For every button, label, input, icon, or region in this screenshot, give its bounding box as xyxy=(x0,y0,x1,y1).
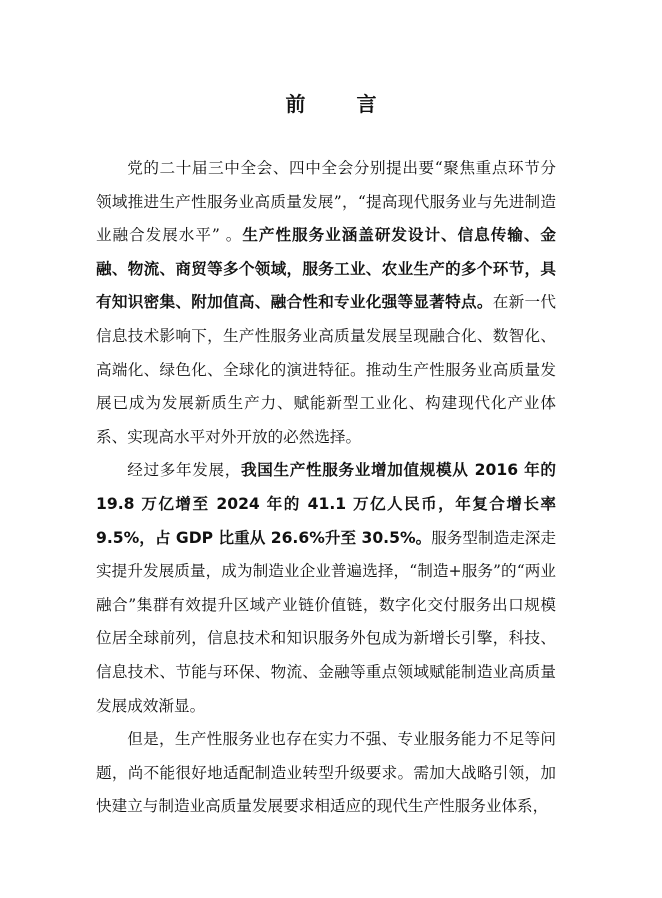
paragraph-2 xyxy=(96,454,556,723)
paragraph-1 xyxy=(96,152,556,454)
paragraph-2-text-2: 服务型制造走深走实提升发展质量，成为制造业企业普遍选择，“制造+服务”的“两业融合”集群有效提升区域产业链价值链，数字化交付服务出口规模位居全球前列，信息技术和知识服务外包成为新增长引擎，科技、信息技术、节能与环保、物流、金融等重点领域赋能制造业高质量发展成效渐显。 xyxy=(96,528,556,715)
paragraph-1-text: 党的二十届三中全会、四中全会分别提出要“聚焦重点环节分领域推进生产性服务业高质量发展”，“提高现代服务业与先进制造业融合发展水平” 。 xyxy=(96,159,556,245)
document-body xyxy=(96,152,556,824)
page-title: 前 言 xyxy=(285,92,399,116)
paragraph-2-text: 经过多年发展， xyxy=(127,461,241,480)
paragraph-1-text-2: 在新一代信息技术影响下，生产性服务业高质量发展呈现融合化、数智化、高端化、绿色化、全球化的演进特征。推动生产性服务业高质量发展已成为发展新质生产力、赋能新型工业化、构建现代化产业体系、实现高水平对外开放的必然选择。 xyxy=(96,293,556,446)
paragraph-1-bold-text: 生产性服务业涵盖研发设计、信息传输、金融、物流、商贸等多个领域，服务工业、农业生产的多个环节，具有知识密集、附加值高、融合性和专业化强等显著特点。 xyxy=(96,226,556,312)
paragraph-3-text: 但是，生产性服务业也存在实力不强、专业服务能力不足等问题，尚不能很好地适配制造业转型升级要求。需加大战略引领，加快建立与制造业高质量发展要求相适应的现代生产性服务业体系， xyxy=(96,730,556,816)
paragraph-2-bold-text: 我国生产性服务业增加值规模从 2016 年的 19.8 万亿增至 2024 年的 41.1 万亿人民币，年复合增长率 9.5%，占 GDP 比重从 26.6%升至 30.5%。 xyxy=(96,461,556,547)
paragraph-3 xyxy=(96,723,556,824)
